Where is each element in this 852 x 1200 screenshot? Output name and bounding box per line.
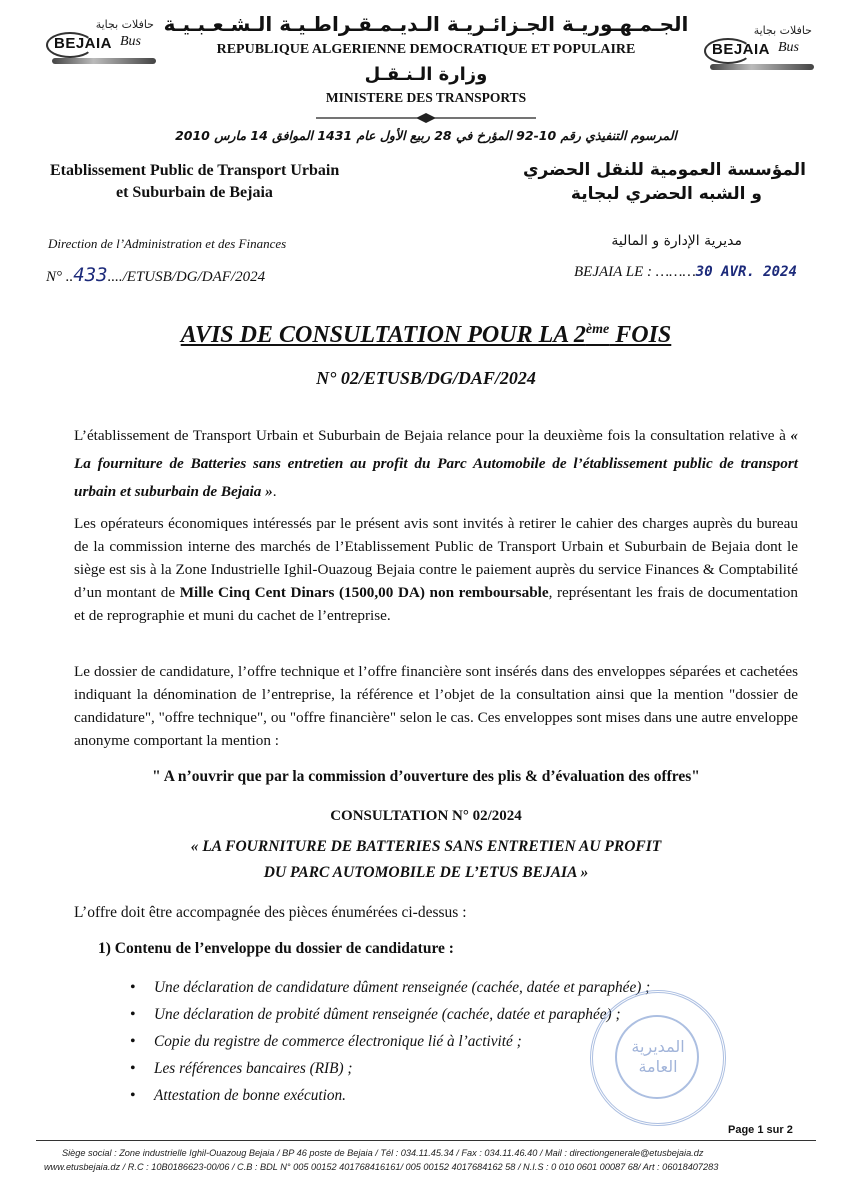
footer-address: Siège social : Zone industrielle Ighil-Ouazoug Bejaia / BP 46 poste de Bejaia / Tél : 034.11.45.34 / Fax : 034.11.46.40 / Mail : directiongenerale@etusbejaia.dz — [62, 1148, 704, 1158]
decree-arabic: المرسوم التنفيذي رقم 10-92 المؤرخ في 28 ربيع الأول عام 1431 الموافق 14 مارس 2010 — [175, 128, 677, 143]
establishment-arabic-line2: و الشبه الحضري لبجاية — [570, 184, 762, 204]
reference-number-handwritten: 433 — [73, 264, 108, 286]
establishment-french-line1: Etablissement Public de Transport Urbain — [50, 162, 340, 179]
direction-arabic: مديرية الإدارة و المالية — [611, 233, 742, 249]
logo-arabic-text: حافلات بجاية — [95, 18, 154, 31]
notice-title-end: FOIS — [609, 322, 672, 348]
reference-suffix: ..../ETUSB/DG/DAF/2024 — [107, 269, 266, 285]
direction-french: Direction de l’Administration et des Finances — [48, 236, 287, 251]
reference-prefix: N° .. — [46, 269, 74, 285]
list-item: • Une déclaration de candidature dûment renseignée (cachée, datée et paraphée) ; — [128, 974, 748, 1001]
establishment-arabic-line1: المؤسسة العمومية للنقل الحضري — [522, 160, 806, 180]
fee-amount: Mille Cinq Cent Dinars (1500,00 DA) non remboursable — [179, 584, 549, 601]
consultation-title: CONSULTATION N° 02/2024 — [330, 808, 522, 824]
envelope-mention: " A n’ouvrir que par la commission d’ouverture des plis & d’évaluation des offres" — [152, 768, 700, 785]
notice-number: N° 02/ETUSB/DG/DAF/2024 — [316, 368, 536, 388]
date-stamp-value: 30 AVR. 2024 — [695, 264, 797, 280]
notice-title-main: AVIS DE CONSULTATION POUR LA 2 — [180, 322, 586, 348]
footer-divider — [36, 1140, 816, 1141]
date-line — [574, 264, 797, 281]
paragraph-relaunch-end: . — [272, 483, 277, 500]
pieces-intro: L’offre doit être accompagnée des pièces énumérées ci-dessus : — [74, 904, 467, 921]
paragraph-specifications-text: Les opérateurs économiques intéressés par le présent avis sont invités à retirer le cahier des charges auprès du bureau de la commission interne des marchés de l’Etablissement Public de Transport Urbain et Suburbain de Bejaia dont le siège est sis à la Zone Industrielle Ighil-Ouazoug Bejaia contre le paiement auprès du service Finances & Comptabilité d’un montant de — [74, 515, 798, 601]
consultation-object: « La fourniture de Batteries sans entretien au profit du Parc Automobile de l’établissement public de transport urbain et suburbain de Bejaia » — [74, 427, 798, 500]
logo-brand-text: BEJAIA — [712, 41, 771, 58]
paragraph-envelopes: Le dossier de candidature, l’offre technique et l’offre financière sont insérés dans des enveloppes séparées et cachetées indiquant la dénomination de l’entreprise, la référence et l’objet de la consultation ainsi que la mention "dossier de candidature", "offre technique", ou "offre financière" selon le cas. Ces enveloppes sont mises dans une autre enveloppe anonyme comportant la mention : — [74, 663, 798, 749]
reference-line — [46, 264, 265, 286]
logo-brand-text: BEJAIA — [54, 35, 113, 52]
logo-brand-suffix: Bus — [120, 34, 141, 49]
republic-french: REPUBLIQUE ALGERIENNE DEMOCRATIQUE ET POPULAIRE — [216, 42, 636, 57]
republic-arabic: الجـمـهـوريـة الجـزائـريـة الـديـمـقـراطـيـة الـشـعـبـيـة — [163, 12, 689, 36]
logo-arabic-text: حافلات بجاية — [753, 24, 812, 37]
consultation-object-line1: « LA FOURNITURE DE BATTERIES SANS ENTRETIEN AU PROFIT — [190, 838, 662, 855]
list-item: • Une déclaration de probité dûment renseignée (cachée, datée et paraphée) ; — [128, 1001, 748, 1028]
establishment-french-line2: et Suburbain de Bejaia — [116, 184, 273, 201]
date-prefix: BEJAIA LE : ……… — [574, 264, 696, 280]
paragraph-relaunch — [74, 422, 798, 506]
paragraph-specifications — [74, 512, 798, 627]
paragraph-relaunch-text: L’établissement de Transport Urbain et Suburbain de Bejaia relance pour la deuxième fois la consultation relative à — [74, 427, 791, 444]
footer-registration: www.etusbejaia.dz / R.C : 10B0186623-00/06 / C.B : BDL N° 005 00152 401768416161/ 005 00152 4017684162 58 / N.I.S : 0 010 0601 00087 68/ Art : 06018407283 — [44, 1162, 719, 1172]
ornament-divider — [316, 112, 536, 124]
logo-brand-suffix: Bus — [778, 40, 799, 55]
stamp-text: المديرية العامة — [631, 1037, 685, 1076]
ministry-arabic: وزارة الـنـقـل — [364, 64, 488, 85]
ministry-french: MINISTERE DES TRANSPORTS — [325, 90, 527, 105]
official-stamp — [590, 990, 726, 1126]
section-candidature-heading: 1) Contenu de l’enveloppe du dossier de candidature : — [98, 940, 454, 957]
paragraph-specifications-end: , représentant les frais de documentation et de reprographie et muni du cachet de l’entreprise. — [74, 584, 798, 624]
consultation-object-line2: DU PARC AUTOMOBILE DE L’ETUS BEJAIA » — [263, 864, 589, 881]
page-indicator: Page 1 sur 2 — [728, 1124, 793, 1136]
list-item: • Copie du registre de commerce électronique lié à l’activité ; — [128, 1028, 748, 1055]
notice-title-superscript: ème — [585, 322, 610, 337]
list-item: • Les références bancaires (RIB) ; — [128, 1055, 748, 1082]
notice-title — [0, 322, 852, 349]
list-item: • Attestation de bonne exécution. — [128, 1082, 748, 1109]
